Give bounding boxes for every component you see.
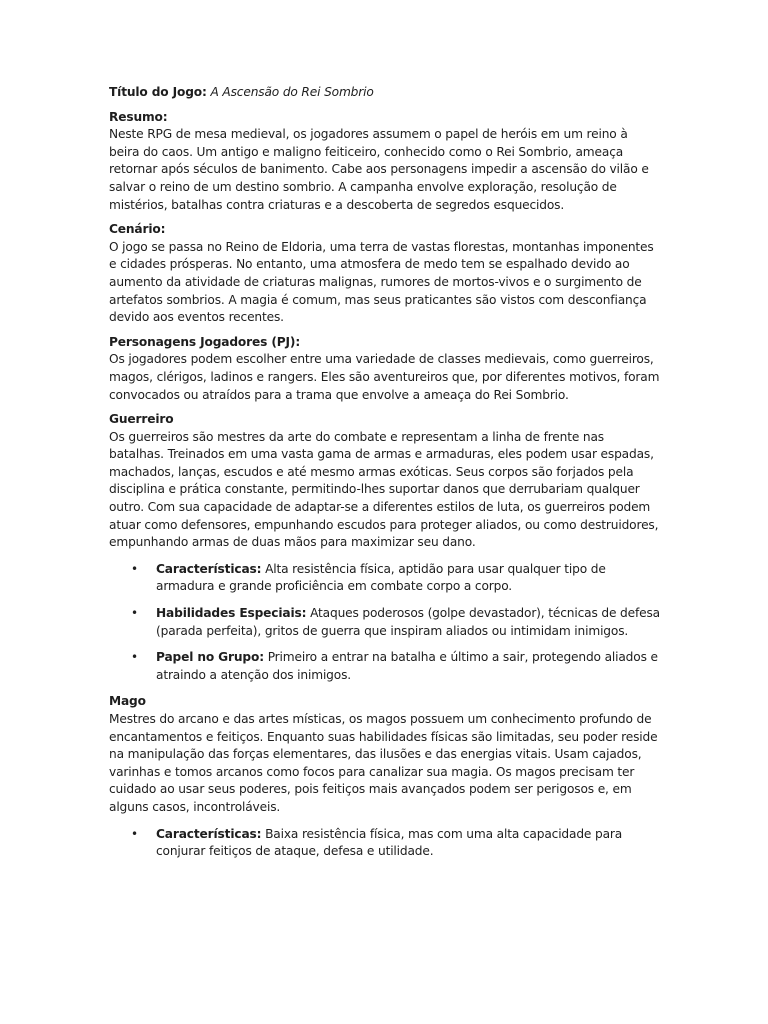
bullet-text: Primeiro a entrar na batalha e último a sair, protegendo aliados e atraindo a atenção dos inimigos. <box>156 650 658 682</box>
list-item <box>109 826 660 861</box>
bullet-icon: • <box>131 650 138 665</box>
guerreiro-text: Os guerreiros são mestres da arte do combate e representam a linha de frente nas batalhas. Treinados em uma vasta gama de armas e armaduras, eles podem usar espadas, machados, lanças, escudos e até mesmo armas exóticas. Seus corpos são forjados pela disciplina e prática constante, permitindo-lhes suportar danos que derrubariam qualquer outro. Com sua capacidade de adaptar-se a diferentes estilos de luta, os guerreiros podem atuar como defensores, empunhando escudos para proteger aliados, ou como destruidores, empunhando armas de duas mãos para maximizar seu dano. <box>109 429 659 550</box>
section-resumo <box>109 109 660 215</box>
section-personagens <box>109 334 660 404</box>
game-title-line <box>109 84 660 102</box>
bullet-label: Habilidades Especiais: <box>156 606 307 621</box>
section-mago <box>109 693 660 860</box>
bullet-label: Características: <box>156 826 262 841</box>
game-title-value: A Ascensão do Rei Sombrio <box>210 85 374 99</box>
list-item <box>109 605 660 640</box>
cenario-text: O jogo se passa no Reino de Eldoria, uma terra de vastas florestas, montanhas imponentes e cidades prósperas. No entanto, uma atmosfera de medo tem se espalhado devido ao aumento da atividade de criaturas malignas, rumores de mortos-vivos e o surgimento de artefatos sombrios. A magia é comum, mas seus praticantes são vistos com desconfiança devido aos eventos recentes. <box>109 239 654 325</box>
personagens-heading: Personagens Jogadores (PJ): <box>109 334 301 349</box>
section-guerreiro <box>109 411 660 684</box>
bullet-label: Características: <box>156 561 262 576</box>
bullet-icon: • <box>131 561 138 576</box>
bullet-text: Baixa resistência física, mas com uma alta capacidade para conjurar feitiços de ataque, defesa e utilidade. <box>156 826 623 859</box>
mago-heading: Mago <box>109 694 146 709</box>
cenario-heading: Cenário: <box>109 222 166 237</box>
resumo-text: Neste RPG de mesa medieval, os jogadores assumem o papel de heróis em um reino à beira do caos. Um antigo e maligno feiticeiro, conhecido como o Rei Sombrio, ameaça retornar após séculos de banimento. Cabe aos personagens impedir a ascensão do vilão e salvar o reino de um destino sombrio. A campanha envolve exploração, resolução de mistérios, batalhas contra criaturas e a descoberta de segredos esquecidos. <box>109 127 649 212</box>
personagens-text: Os jogadores podem escolher entre uma variedade de classes medievais, como guerreiros, magos, clérigos, ladinos e rangers. Eles são aventureiros que, por diferentes motivos, foram convocados ou atraídos para a trama que envolve a ameaça do Rei Sombrio. <box>109 352 660 402</box>
guerreiro-heading: Guerreiro <box>109 412 174 427</box>
bullet-icon: • <box>131 606 138 621</box>
resumo-heading: Resumo: <box>109 109 168 124</box>
list-item <box>109 561 660 596</box>
game-title-label: Título do Jogo: <box>109 85 207 99</box>
mago-bullet-list <box>109 826 660 861</box>
bullet-text: Alta resistência física, aptidão para usar qualquer tipo de armadura e grande proficiência em combate corpo a corpo. <box>156 561 606 594</box>
list-item <box>109 649 660 684</box>
mago-text: Mestres do arcano e das artes místicas, os magos possuem um conhecimento profundo de encantamentos e feitiços. Enquanto suas habilidades físicas são limitadas, seu poder reside na manipulação das forças elementares, das ilusões e das energias vitais. Usam cajados, varinhas e tomos arcanos como focos para canalizar sua magia. Os magos precisam ter cuidado ao usar seus poderes, pois feitiços mais avançados podem ser perigosos e, em alguns casos, incontroláveis. <box>109 712 658 814</box>
section-cenario <box>109 221 660 327</box>
bullet-icon: • <box>131 826 138 841</box>
guerreiro-bullet-list <box>109 561 660 685</box>
bullet-text: Ataques poderosos (golpe devastador), técnicas de defesa (parada perfeita), gritos de guerra que inspiram aliados ou intimidam inimigos. <box>156 606 660 638</box>
bullet-label: Papel no Grupo: <box>156 650 264 665</box>
